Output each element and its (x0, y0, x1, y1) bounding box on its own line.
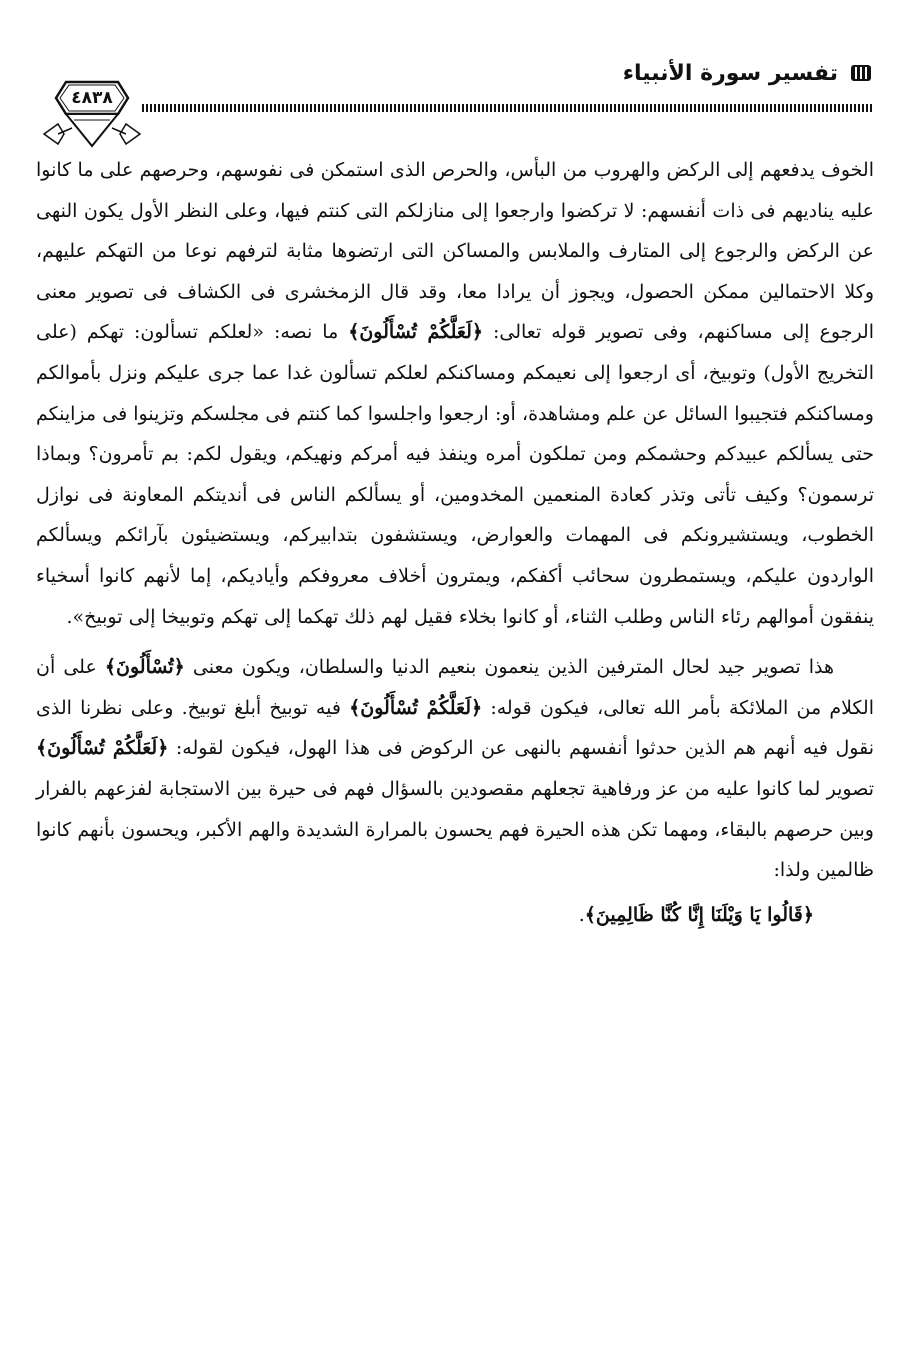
text-run: فيه توبيخ أبلغ توبيخ. وعلى نظرنا الذى نقول فيه أنهم هم الذين حدثوا أنفسهم بالنهى عن الركوض فى هذا الهول، فيكون لقوله: (36, 696, 874, 760)
quran-quote: ﴿تُسْأَلُونَ﴾ (104, 656, 185, 679)
paragraph-1 (36, 150, 874, 637)
text-run: الخوف يدفعهم إلى الركض والهروب من البأس، والحرص الذى استمكن فى نفوسهم، وحرصهم على ما كانوا عليه يناديهم فى ذات أنفسهم: لا تركضوا وارجعوا إلى منازلكم التى كنتم فيها، وعلى النظر الأول يكون النهى عن الركض والرجوع إلى المتارف والملابس والمساكن التى ارتضوها مثابة لترفهم نوعا من التهكم عليهم، وكلا الاحتمالين ممكن الحصول، ويجوز أن يرادا معا، وقد قال الزمخشرى فى الكشاف فى تصوير معنى الرجوع إلى مساكنهم، وفى تصوير قوله تعالى: (36, 159, 875, 344)
running-title-text: تفسير سورة الأنبياء (622, 60, 838, 86)
text-run: على أن الكلام من الملائكة بأمر الله تعالى، فيكون قوله: (36, 656, 874, 719)
page-number: ٤٨٣٨ (71, 88, 113, 108)
quran-verse: ﴿قَالُوا يَا وَيْلَنَا إِنَّا كُنَّا ظَالِمِينَ﴾ (584, 903, 814, 926)
header-rule (142, 104, 872, 112)
quran-quote: ﴿لَعَلَّكُمْ تُسْأَلُونَ﴾ (349, 696, 483, 719)
running-title (623, 56, 872, 90)
text-run: هذا تصوير جيد لحال المترفين الذين ينعمون بنعيم الدنيا والسلطان، ويكون معنى (184, 656, 834, 679)
text-run: ما نصه: «لعلكم تسألون: تهكم (على التخريج الأول) وتوبيخ، أى ارجعوا إلى نعيمكم ومساكنكم لعلكم تسألون غدا عما جرى عليكم ونزل بأموالكم ومساكنكم فتجيبوا السائل عن علم ومشاهدة، أو: ارجعوا واجلسوا كما كنتم فى مجلسكم وتزينوا فى مزاينكم حتى يسألكم عبيدكم وحشمكم ومن تملكون أمره وينفذ فيه أمركم ونهيكم، ويقول لكم: بم تأمرون؟ وبماذا ترسمون؟ وكيف تأتى وتذر كعادة المنعمين المخدومين، أو يسألكم الناس فى أنديتكم المعاونة فى نوازل الخطوب، ويستشيرونكم فى المهمات والعوارض، ويستشفون بتدابيركم، ويستضيئون بآرائكم ويسألكم الواردون عليكم، ويستمطرون سحائب أكفكم، ويمترون أخلاف معروفكم وأياديكم، إما لأنهم كانوا أسخياء ينفقون أموالهم رئاء الناس وطلب الثناء، أو كانوا بخلاء فقيل لهم ذلك تهكما إلى تهكم وتوبيخا إلى توبيخ». (36, 321, 874, 628)
page-number-badge-icon (36, 70, 148, 150)
quran-quote: ﴿لَعَلَّكُمْ تُسْأَلُونَ﴾ (36, 737, 169, 760)
text-run: تصوير لما كانوا عليه من عز ورفاهية تجعلهم مقصودين بالسؤال فهم فى حيرة بين الاستجابة لفزعهم بالفرار وبين حرصهم بالبقاء، ومهما تكن هذه الحيرة فهم يحسون بالمرارة الشديدة والهم الأكبر، ويحسون بأنهم كانوا ظالمين ولذا: (36, 777, 874, 882)
ornament-icon (850, 62, 872, 84)
verse-end: . (578, 903, 585, 926)
page-header (36, 50, 872, 150)
page-body (36, 150, 874, 935)
paragraph-2 (36, 647, 874, 891)
quran-quote: ﴿لَعَلَّكُمْ تُسْأَلُونَ﴾ (348, 321, 484, 344)
verse-line (36, 895, 874, 936)
